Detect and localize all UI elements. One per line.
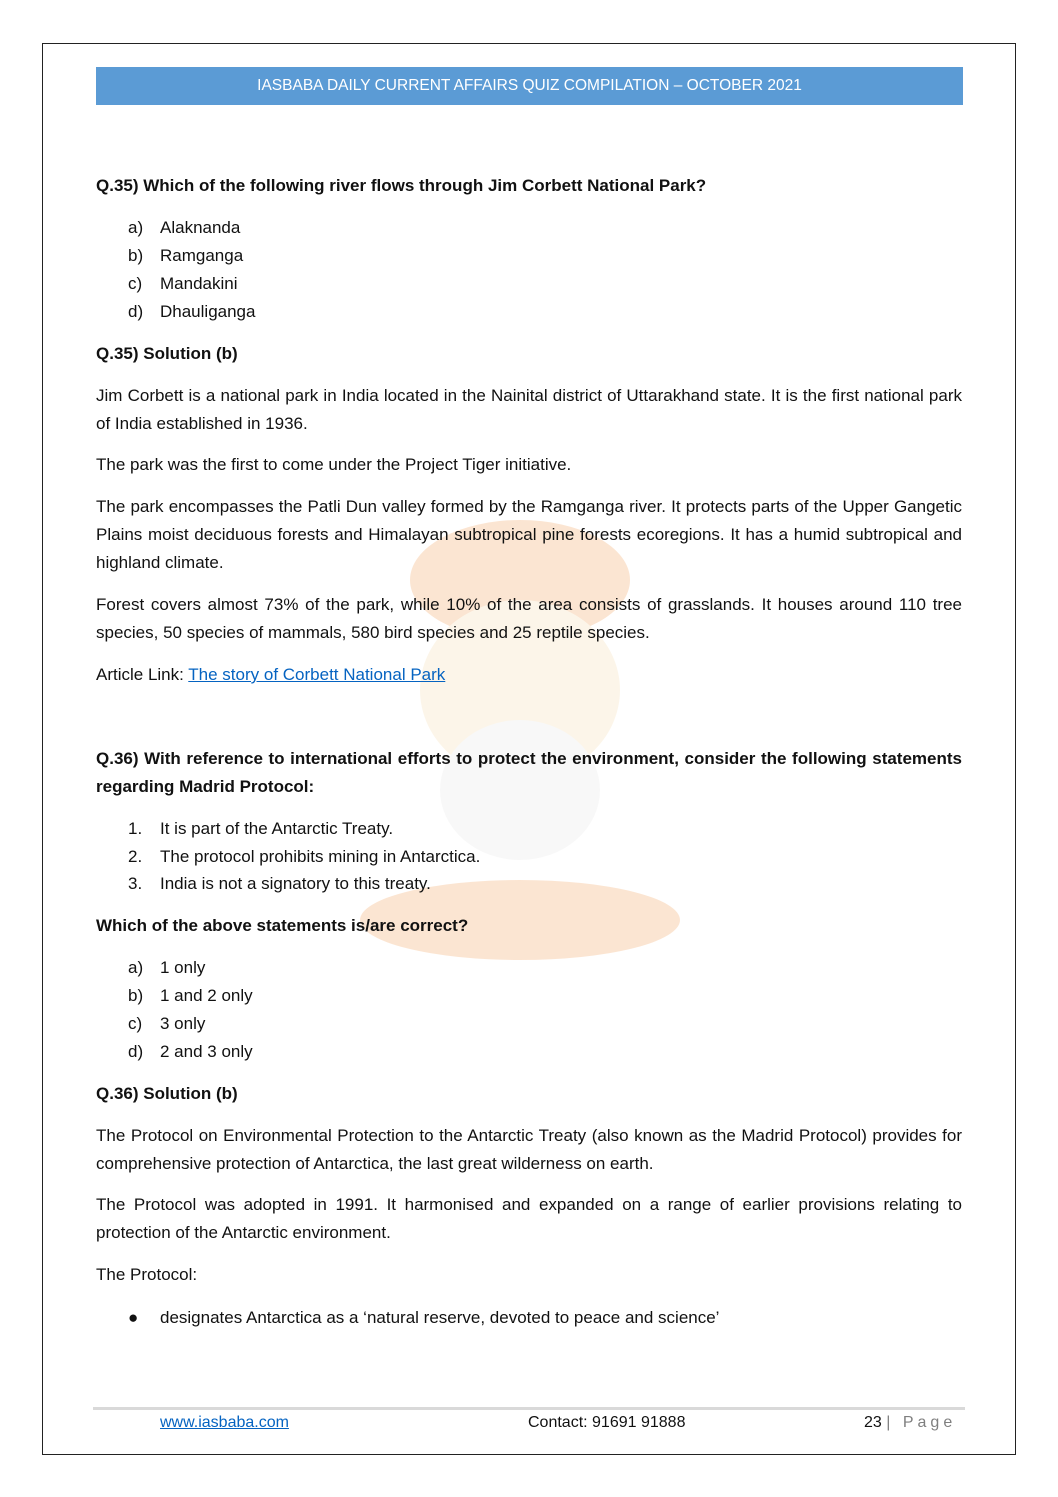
paragraph: The park encompasses the Patli Dun valley formed by the Ramganga river. It protects parts of the Upper Gangetic Plains moist deciduous forests and Himalayan subtropical pine forests ecoregions. It has a humid subtropical and highland climate. <box>96 497 962 572</box>
solution-36: Q.36) Solution (b) <box>96 1084 238 1103</box>
solution-35: Q.35) Solution (b) <box>96 344 238 363</box>
paragraph: The park was the first to come under the Project Tiger initiative. <box>96 455 572 474</box>
footer-divider <box>93 1407 965 1410</box>
option-c: c) 3 only <box>128 1014 206 1033</box>
option-b: b) Ramganga <box>128 246 244 265</box>
question-prompt: Which of the above statements is/are correct? <box>96 916 469 935</box>
page-header: IASBABA DAILY CURRENT AFFAIRS QUIZ COMPILATION – OCTOBER 2021 <box>96 67 963 105</box>
option-b: b) 1 and 2 only <box>128 986 253 1005</box>
bullet-icon: ● <box>128 1308 139 1327</box>
article-link[interactable]: The story of Corbett National Park <box>188 665 446 684</box>
paragraph: The Protocol: <box>96 1265 198 1284</box>
bullet-item: ● designates Antarctica as a ‘natural reserve, devoted to peace and science’ <box>128 1304 719 1332</box>
option-c: c) Mandakini <box>128 274 238 293</box>
watermark-logo <box>320 510 740 970</box>
question-36: Q.36) With reference to international efforts to protect the environment, consider the following statements regarding Madrid Protocol: <box>96 749 962 796</box>
article-link-label: Article Link: <box>96 665 189 684</box>
website-link[interactable]: www.iasbaba.com <box>160 1414 289 1431</box>
statement-1: 1. It is part of the Antarctic Treaty. <box>128 819 394 838</box>
paragraph: The Protocol was adopted in 1991. It harmonised and expanded on a range of earlier provisions relating to protection of the Antarctic environment. <box>96 1195 962 1242</box>
page-number: 23 | Page <box>864 1414 957 1431</box>
option-d: d) Dhauliganga <box>128 302 256 321</box>
paragraph: Jim Corbett is a national park in India located in the Nainital district of Uttarakhand state. It is the first national park of India established in 1936. <box>96 386 962 433</box>
statement-3: 3. India is not a signatory to this treaty. <box>128 874 431 893</box>
question-35: Q.35) Which of the following river flows through Jim Corbett National Park? <box>96 176 707 195</box>
option-d: d) 2 and 3 only <box>128 1042 253 1061</box>
article-link-line <box>96 661 962 689</box>
option-a: a) Alaknanda <box>128 218 241 237</box>
option-a: a) 1 only <box>128 958 206 977</box>
contact-info: Contact: 91691 91888 <box>528 1414 686 1431</box>
paragraph: The Protocol on Environmental Protection to the Antarctic Treaty (also known as the Madrid Protocol) provides for comprehensive protection of Antarctica, the last great wilderness on earth. <box>96 1126 962 1173</box>
paragraph: Forest covers almost 73% of the park, while 10% of the area consists of grasslands. It houses around 110 tree species, 50 species of mammals, 580 bird species and 25 reptile species. <box>96 595 962 642</box>
statement-2: 2. The protocol prohibits mining in Antarctica. <box>128 847 481 866</box>
